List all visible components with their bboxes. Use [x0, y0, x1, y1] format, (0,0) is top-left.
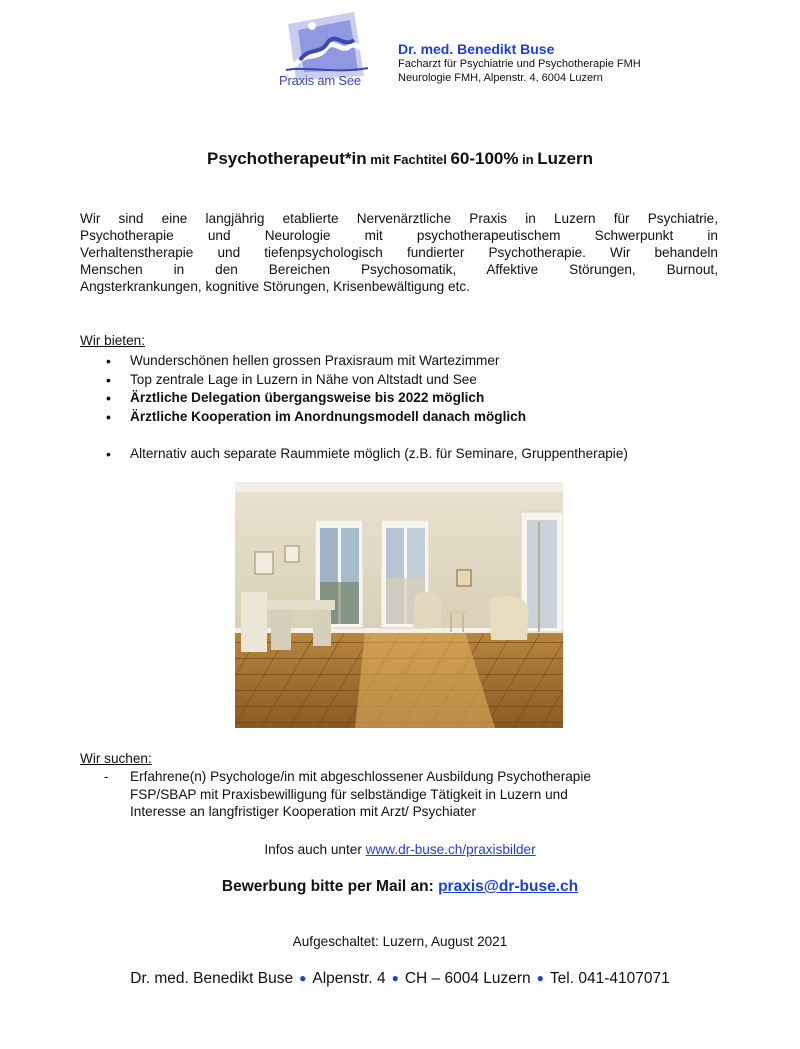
infos-prefix: Infos auch unter	[264, 842, 366, 857]
title-location: Luzern	[537, 149, 594, 168]
header-address: Neurologie FMH, Alpenstr. 4, 6004 Luzern	[398, 72, 603, 84]
intro-line: Menschen in den Bereichen Psychosomatik, Affektive Störungen, Burnout,	[80, 262, 718, 277]
offer-item: • Top zentrale Lage in Luzern in Nähe von Altstadt und See	[80, 371, 526, 390]
footer-name: Dr. med. Benedikt Buse	[130, 970, 294, 987]
intro-line: Angsterkrankungen, kognitive Störungen, Krisenbewältigung etc.	[80, 279, 470, 294]
praxisbilder-link[interactable]: www.dr-buse.ch/praxisbilder	[365, 842, 536, 857]
bullet-separator: ●	[536, 971, 544, 985]
footer-street: Alpenstr. 4	[312, 970, 386, 987]
search-line: FSP/SBAP mit Praxisbewilligung für selbständige Tätigkeit in Luzern und	[130, 786, 568, 802]
bullet-separator: ●	[299, 971, 307, 985]
offer-item: • Wunderschönen hellen grossen Praxisraum mit Wartezimmer	[80, 352, 526, 371]
bullet-separator: ●	[391, 971, 399, 985]
offer-list-extra	[80, 445, 628, 464]
posted-date: Aufgeschaltet: Luzern, August 2021	[292, 934, 508, 949]
intro-line: Wir sind eine langjährig etablierte Nervenärztliche Praxis in Luzern für Psychiatrie,	[80, 211, 718, 226]
search-heading: Wir suchen:	[80, 751, 152, 766]
practice-room-photo	[235, 482, 563, 728]
intro-line: Verhaltenstherapie und tiefenpsychologisch fundierter Psychotherapie. Wir behandeln	[80, 245, 718, 260]
email-link[interactable]: praxis@dr-buse.ch	[438, 878, 579, 895]
apply-prefix: Bewerbung bitte per Mail an:	[221, 878, 439, 895]
intro-line: Psychotherapie und Neurologie mit psychotherapeutischem Schwerpunkt in	[80, 228, 718, 243]
footer-phone: Tel. 041-4107071	[549, 970, 670, 987]
logo-text: Praxis am See	[279, 73, 361, 88]
search-line: Erfahrene(n) Psychologe/in mit abgeschlossener Ausbildung Psychotherapie	[130, 769, 591, 784]
offer-item: • Ärztliche Delegation übergangsweise bis 2022 möglich	[80, 389, 526, 408]
title-in: in	[518, 152, 538, 167]
header-specialty: Facharzt für Psychiatrie und Psychotherapie FMH	[398, 58, 641, 70]
offer-item: • Ärztliche Kooperation im Anordnungsmodell danach möglich	[80, 408, 526, 427]
offer-list	[80, 352, 526, 426]
doctor-name: Dr. med. Benedikt Buse	[398, 41, 555, 57]
search-item	[80, 768, 591, 821]
title-connector: mit Fachtitel	[366, 152, 451, 167]
footer-contact	[0, 970, 800, 988]
search-line: Interesse an langfristiger Kooperation mit Arzt/ Psychiater	[130, 804, 477, 819]
title-role: Psychotherapeut*in	[206, 149, 367, 168]
title-percentage: 60-100%	[450, 149, 519, 168]
footer-city: CH – 6004 Luzern	[404, 970, 531, 987]
dash-marker: -	[104, 769, 109, 784]
infos-line	[0, 842, 800, 857]
search-list	[80, 768, 591, 821]
job-title	[0, 149, 800, 169]
application-line	[0, 878, 800, 896]
offer-item: • Alternativ auch separate Raummiete möglich (z.B. für Seminare, Gruppentherapie)	[80, 445, 628, 464]
offer-heading: Wir bieten:	[80, 333, 145, 348]
